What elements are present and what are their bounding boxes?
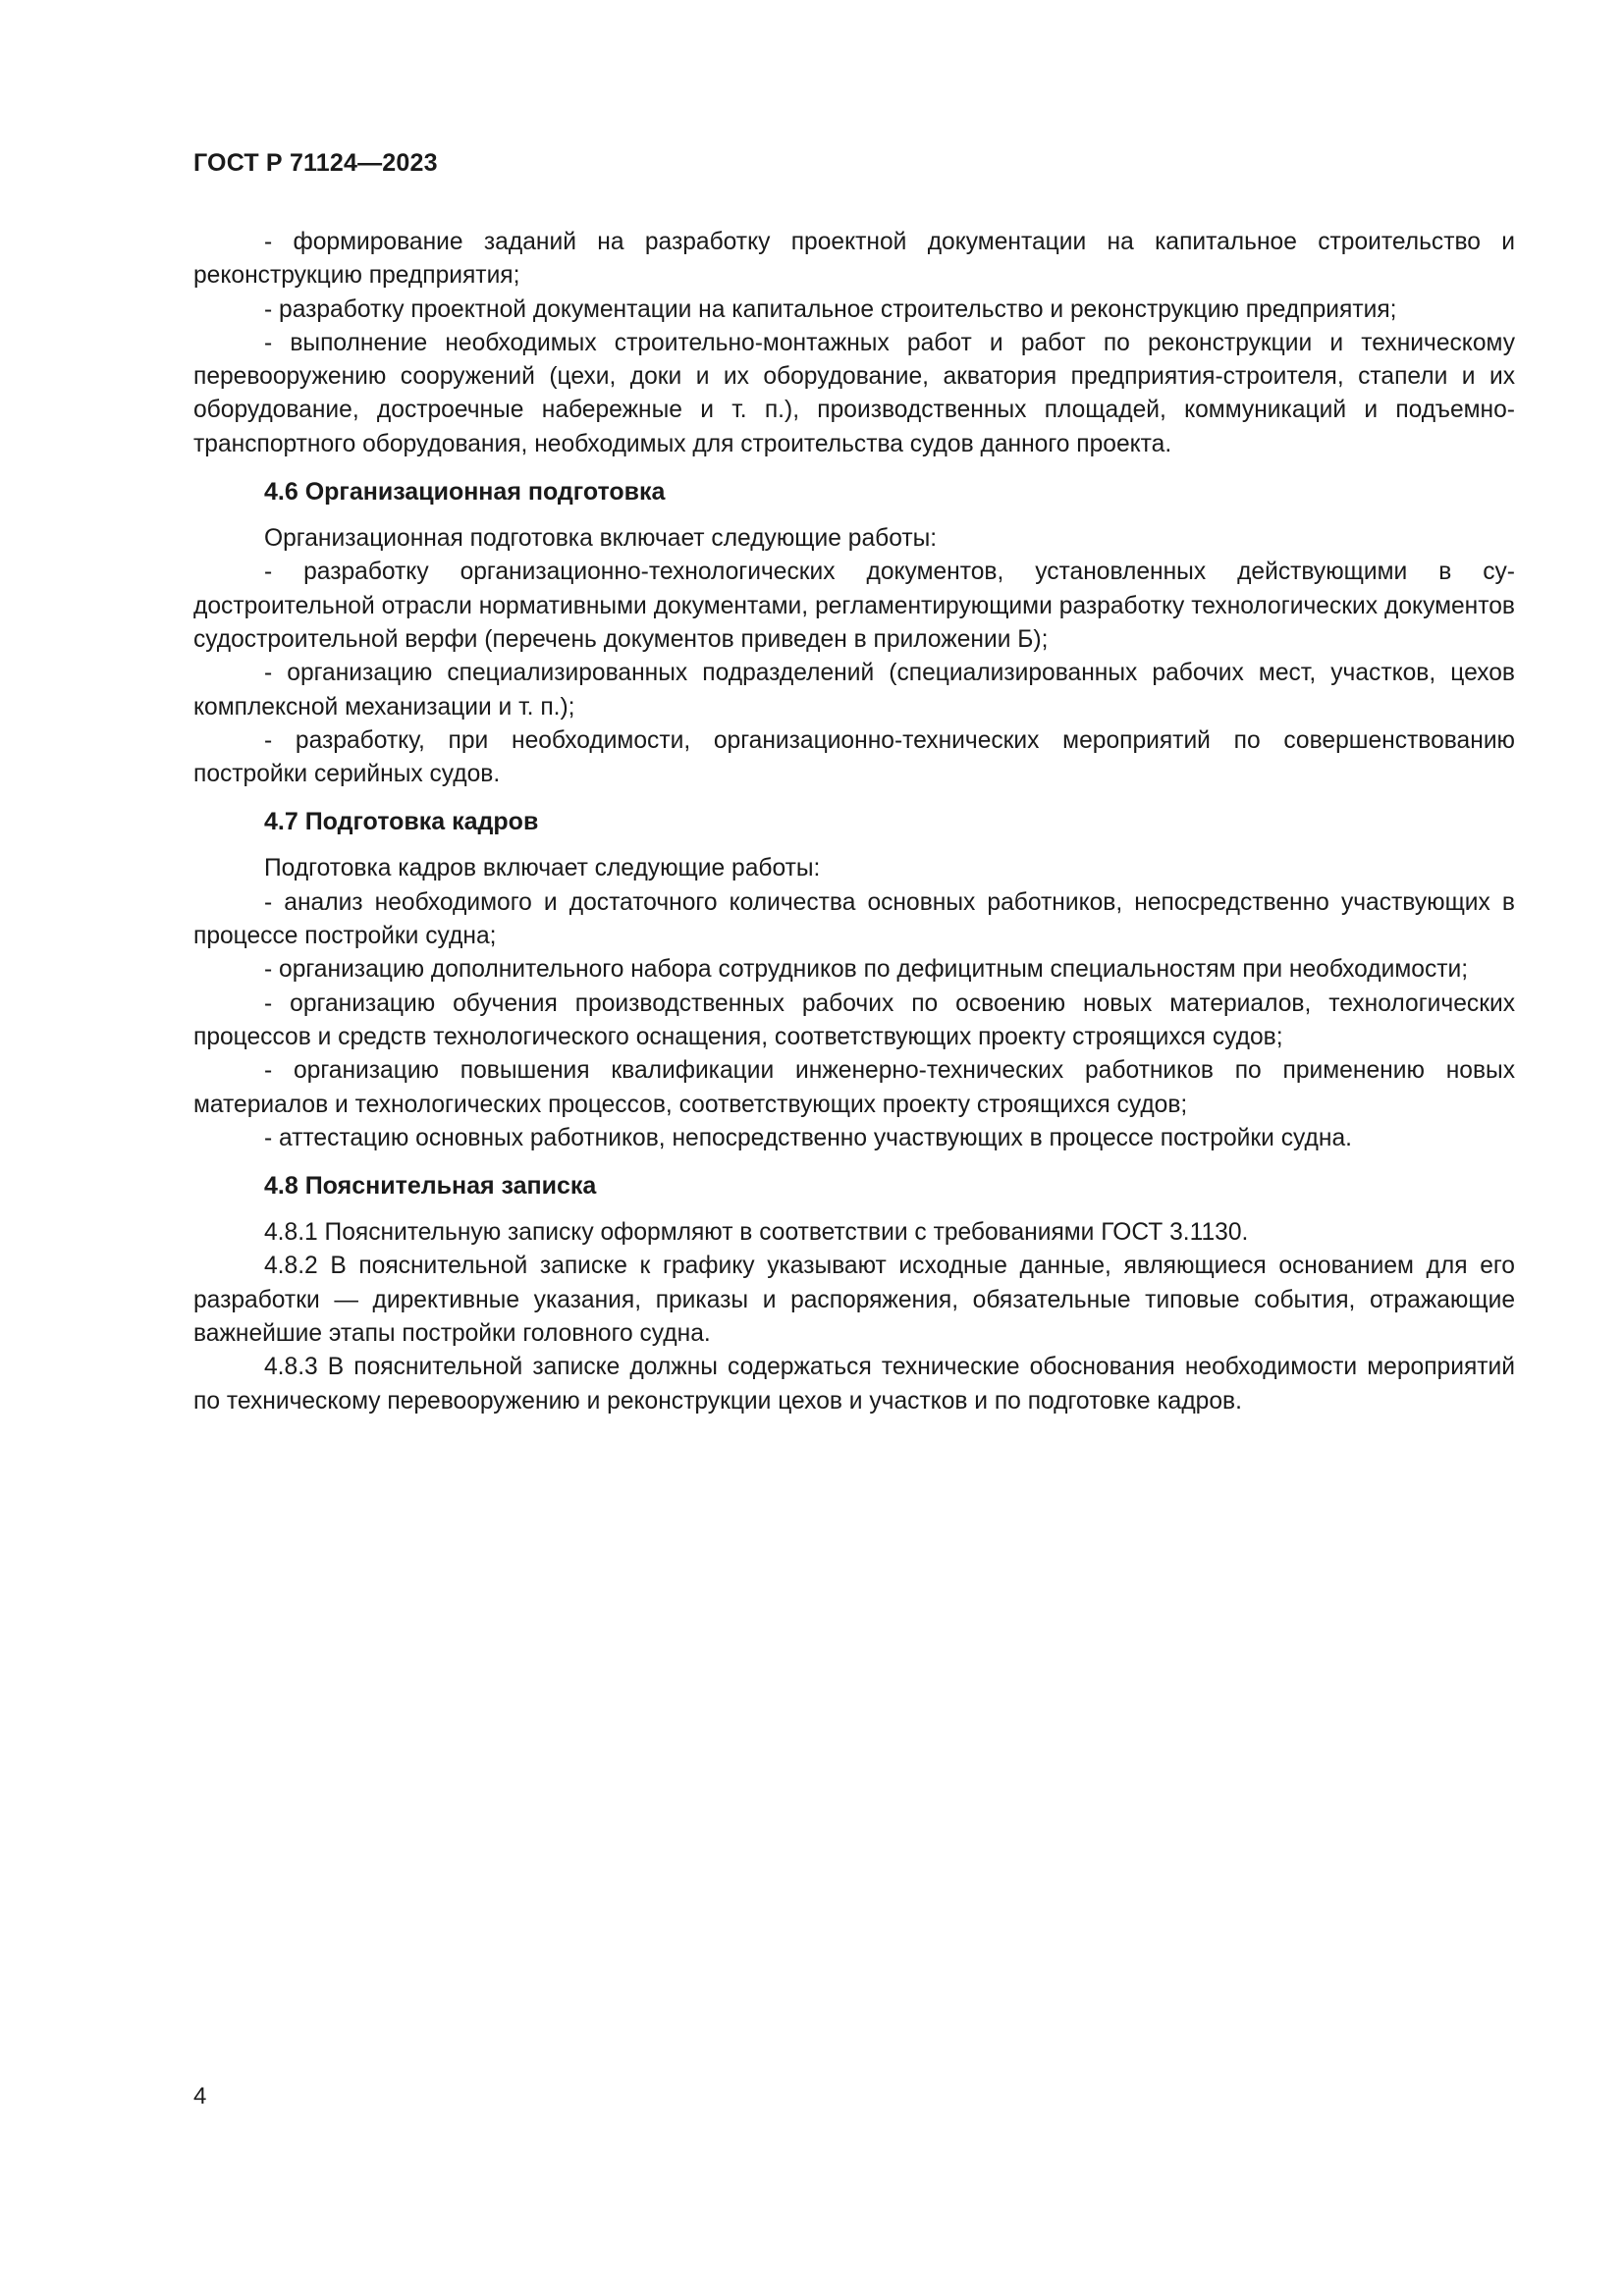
clause-4-8-2: 4.8.2 В пояснительной записке к графику указывают исходные данные, являющиеся основанием для его разработки — директивные указания, приказы и распоряжения, обязательные типовые события, отражающие важнейшие этапы постройки головного судна. (193, 1253, 1515, 1348)
list-item: - анализ необходимого и достаточного количества основных работников, непосредственно участвующих в процессе постройки судна; (193, 888, 1515, 950)
section-intro: Организационная подготовка включает следующие работы: (264, 525, 938, 553)
section-heading-4-8: 4.8 Пояснительная записка (264, 1172, 597, 1201)
section-intro: Подготовка кадров включает следующие работы: (264, 855, 821, 882)
clause-4-8-3: 4.8.3 В пояснительной записке должны содержаться технические обоснования необходимости мероприятий по техническому перевооружению и реконструкции цехов и участков и по подготовке кадров. (193, 1354, 1515, 1415)
document-header: ГОСТ Р 71124—2023 (193, 149, 438, 177)
page-number: 4 (193, 2083, 207, 2109)
list-item: - организацию специализированных подразделений (специализированных рабочих мест, участков, цехов комплексной механизации и т. п.); (193, 660, 1515, 721)
section-heading-4-6: 4.6 Организационная подготовка (264, 478, 666, 507)
clause-4-8-1: 4.8.1 Пояснительную записку оформляют в соответствии с требованиями ГОСТ 3.1130. (264, 1219, 1249, 1247)
list-item: - формирование заданий на разработку проектной документации на капитальное строительство и реконструкцию предприятия; (193, 229, 1515, 290)
list-item: - организацию повышения квалификации инженерно-технических работников по применению новых материалов и технологических процессов, соответствующих проекту строящихся судов; (193, 1057, 1515, 1118)
list-item: - выполнение необходимых строительно-монтажных работ и работ по реконструкции и техническому перевооружению сооружений (цехи, доки и их оборудование, акватория предприятия-строителя, стапели и их оборудование, достроечные набережные и т. п.), производственных площадей, коммуникаций и подъемно-транспортного оборудования, необходимых для строительства судов данного проекта. (193, 329, 1515, 457)
list-item: - разработку проектной документации на капитальное строительство и реконструкцию предприятия; (264, 295, 1397, 323)
document-body (193, 226, 1515, 1418)
list-item: - организацию дополнительного набора сотрудников по дефицитным специальностям при необходимости; (264, 956, 1469, 984)
section-heading-4-7: 4.7 Подготовка кадров (264, 808, 539, 836)
list-item: - аттестацию основных работников, непосредственно участвующих в процессе постройки судна. (264, 1124, 1352, 1151)
list-item: - разработку организационно-технологических документов, установленных действующими в судостроительной отрасли нормативными документами, регламентирующими разработку технологических документов судостроительной верфи (перечень документов приведен в приложении Б); (193, 559, 1515, 653)
list-item: - разработку, при необходимости, организационно-технических мероприятий по совершенствованию постройки серийных судов. (193, 726, 1515, 788)
list-item: - организацию обучения производственных рабочих по освоению новых материалов, технологических процессов и средств технологического оснащения, соответствующих проекту строящихся судов; (193, 989, 1515, 1050)
